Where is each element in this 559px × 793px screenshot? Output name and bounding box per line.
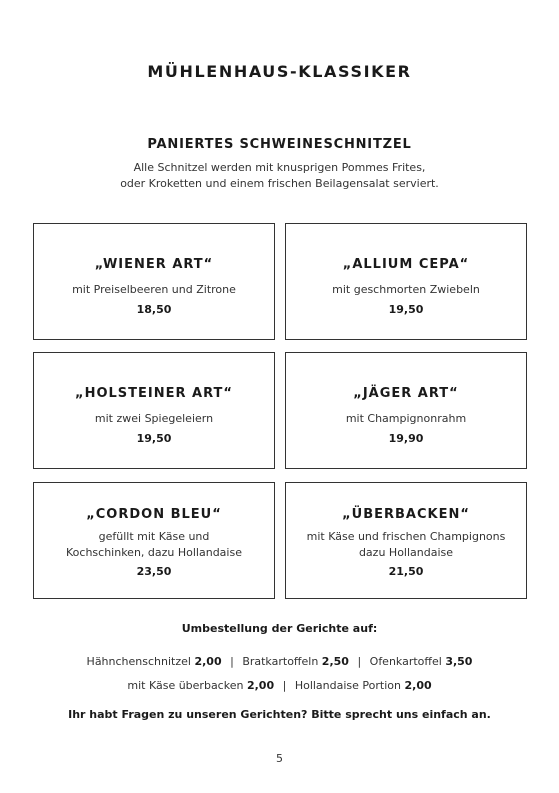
extra-label: Hollandaise Portion (294, 679, 401, 692)
card-price: 23,50 (136, 565, 172, 578)
page-number: 5 (276, 752, 283, 765)
menu-card-wiener-art (33, 223, 275, 340)
card-description-line: mit Preiselbeeren und Zitrone (72, 283, 236, 296)
extra-price: 2,00 (246, 679, 275, 692)
card-title: „JÄGER ART“ (353, 386, 459, 401)
extra-price: 3,50 (445, 655, 473, 668)
extras-title: Umbestellung der Gerichte auf: (181, 622, 378, 635)
card-price: 18,50 (136, 303, 172, 316)
card-description-line: gefüllt mit Käse und (98, 530, 210, 543)
card-description-line: mit Champignonrahm (345, 412, 467, 425)
menu-card-holsteiner-art (33, 352, 275, 469)
card-description (286, 529, 526, 561)
intro-line: Alle Schnitzel werden mit knusprigen Pommes Frites, (133, 161, 426, 174)
intro-line: oder Kroketten und einem frischen Beilagensalat serviert. (120, 177, 439, 190)
card-description (286, 282, 526, 298)
extra-price: 2,50 (321, 655, 349, 668)
menu-card-allium-cepa (285, 223, 527, 340)
extras-row (0, 655, 559, 668)
menu-card-ueberbacken (285, 482, 527, 599)
card-description-line: Kochschinken, dazu Hollandaise (66, 546, 242, 559)
extra-label: Ofenkartoffel (369, 655, 442, 668)
separator: | (357, 655, 362, 668)
extra-price: 2,00 (404, 679, 432, 692)
card-description-line: dazu Hollandaise (358, 546, 454, 559)
card-description-line: mit Käse und frischen Champignons (306, 530, 506, 543)
card-title: „HOLSTEINER ART“ (75, 386, 233, 401)
extra-price: 2,00 (194, 655, 222, 668)
card-price: 19,50 (136, 432, 172, 445)
card-title: „WIENER ART“ (94, 257, 214, 272)
card-description (34, 411, 274, 427)
extra-label: mit Käse überbacken (127, 679, 244, 692)
card-description (34, 282, 274, 298)
menu-card-cordon-bleu (33, 482, 275, 599)
card-description (286, 411, 526, 427)
card-title: „ALLIUM CEPA“ (342, 257, 470, 272)
card-price: 19,90 (388, 432, 424, 445)
card-description (34, 529, 274, 561)
extra-label: Hähnchenschnitzel (86, 655, 191, 668)
page-title: MÜHLENHAUS-KLASSIKER (147, 62, 412, 81)
extra-label: Bratkartoffeln (242, 655, 319, 668)
intro-text (0, 160, 559, 192)
card-price: 21,50 (388, 565, 424, 578)
card-title: „ÜBERBACKEN“ (342, 507, 470, 522)
card-price: 19,50 (388, 303, 424, 316)
menu-card-jaeger-art (285, 352, 527, 469)
section-title: PANIERTES SCHWEINESCHNITZEL (147, 137, 412, 152)
separator: | (282, 679, 287, 692)
extras-row (0, 679, 559, 692)
question-text: Ihr habt Fragen zu unseren Gerichten? Bitte sprecht uns einfach an. (68, 708, 491, 721)
card-description-line: mit zwei Spiegeleiern (94, 412, 214, 425)
card-title: „CORDON BLEU“ (86, 507, 222, 522)
separator: | (230, 655, 234, 668)
card-description-line: mit geschmorten Zwiebeln (332, 283, 480, 296)
